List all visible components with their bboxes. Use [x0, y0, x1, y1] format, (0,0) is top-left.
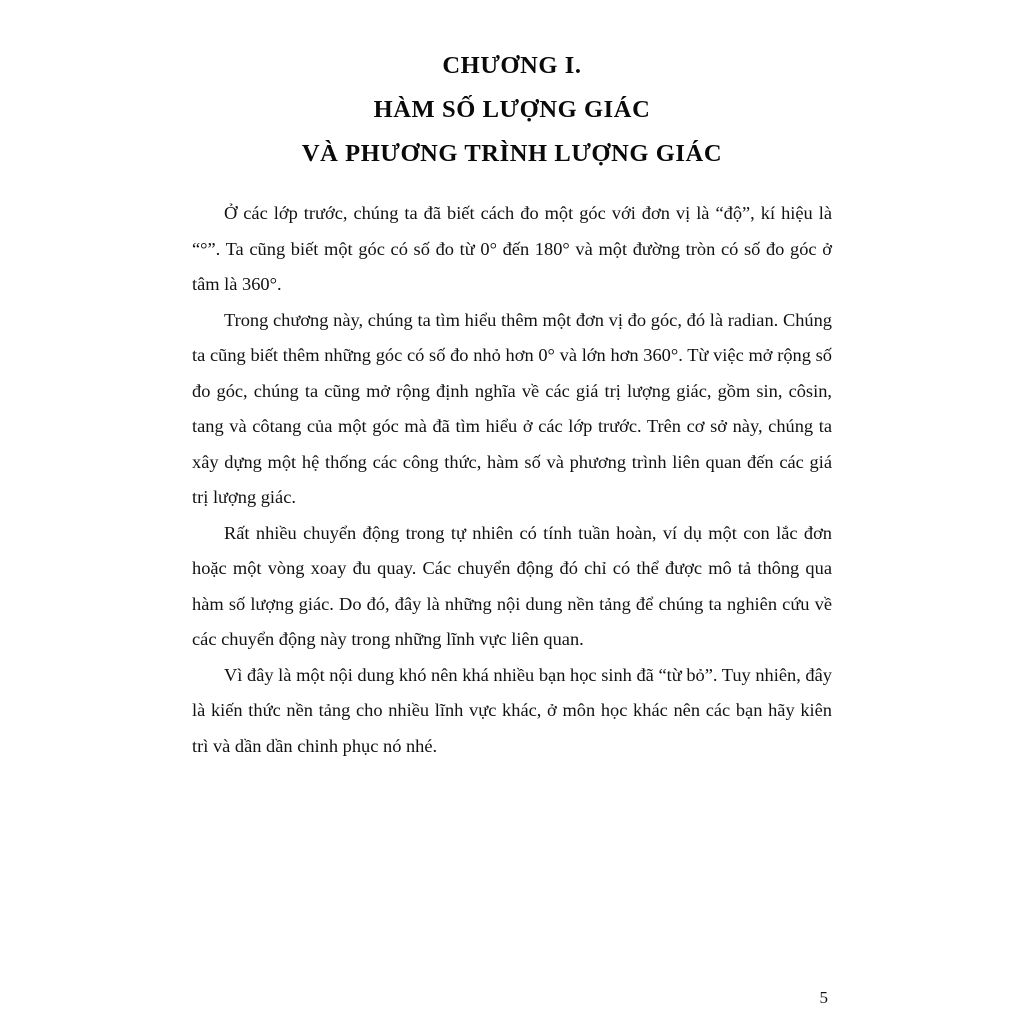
chapter-heading: [192, 44, 832, 176]
chapter-heading-line-1: CHƯƠNG I.: [442, 52, 582, 79]
page-content: [192, 44, 832, 764]
chapter-heading-line-3: VÀ PHƯƠNG TRÌNH LƯỢNG GIÁC: [301, 140, 723, 167]
chapter-heading-line-2: HÀM SỐ LƯỢNG GIÁC: [373, 96, 651, 123]
paragraph: Trong chương này, chúng ta tìm hiểu thêm một đơn vị đo góc, đó là radian. Chúng ta cũng biết thêm những góc có số đo nhỏ hơn 0° và lớn hơn 360°. Từ việc mở rộng số đo góc, chúng ta cũng mở rộng định nghĩa về các giá trị lượng giác, gồm sin, côsin, tang và côtang của một góc mà đã tìm hiểu ở các lớp trước. Trên cơ sở này, chúng ta xây dựng một hệ thống các công thức, hàm số và phương trình liên quan đến các giá trị lượng giác.: [192, 309, 832, 507]
page-number: 5: [819, 988, 828, 1007]
paragraph: Ở các lớp trước, chúng ta đã biết cách đo một góc với đơn vị là “độ”, kí hiệu là “°”. Ta cũng biết một góc có số đo từ 0° đến 180° và một đường tròn có số đo góc ở tâm là 360°.: [192, 203, 832, 294]
paragraph: Vì đây là một nội dung khó nên khá nhiều bạn học sinh đã “từ bỏ”. Tuy nhiên, đây là kiến thức nền tảng cho nhiều lĩnh vực khác, ở môn học khác nên các bạn hãy kiên trì và dần dần chinh phục nó nhé.: [192, 664, 832, 756]
paragraph: Rất nhiều chuyển động trong tự nhiên có tính tuần hoàn, ví dụ một con lắc đơn hoặc một vòng xoay đu quay. Các chuyển động đó chỉ có thể được mô tả thông qua hàm số lượng giác. Do đó, đây là những nội dung nền tảng để chúng ta nghiên cứu về các chuyển động này trong những lĩnh vực liên quan.: [192, 522, 832, 649]
body-text: [192, 196, 832, 764]
